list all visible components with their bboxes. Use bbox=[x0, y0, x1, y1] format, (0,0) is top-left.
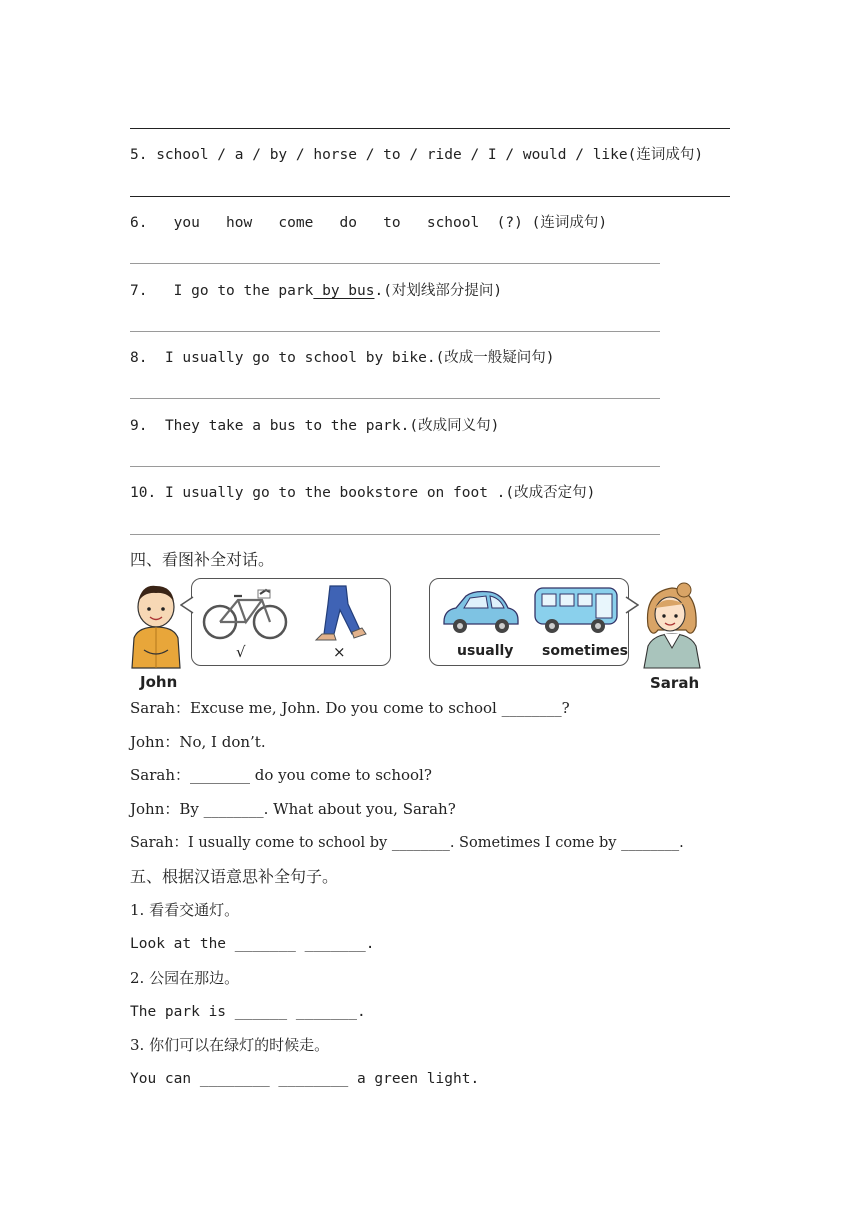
english-sentence: Look at the _______ _______. bbox=[130, 936, 375, 952]
bus-label: sometimes bbox=[542, 643, 628, 659]
sarah-figure bbox=[640, 582, 704, 670]
english-sentence: You can ________ ________ a green light. bbox=[130, 1071, 480, 1087]
dialogue-line: John：By ________. What about you, Sarah? bbox=[130, 800, 456, 818]
john-label: John bbox=[140, 673, 178, 691]
dialogue-line: Sarah：Excuse me, John. Do you come to school ________? bbox=[130, 699, 570, 717]
chinese-prompt: 3. 你们可以在绿灯的时候走。 bbox=[130, 1036, 330, 1054]
section-4-title: 四、看图补全对话。 bbox=[130, 550, 275, 569]
answer-line bbox=[130, 196, 730, 197]
english-sentence: The park is ______ _______. bbox=[130, 1004, 366, 1020]
question-10: 10. I usually go to the bookstore on foot .(改成否定句) bbox=[130, 485, 596, 501]
answer-line bbox=[130, 398, 660, 399]
bubble-tail bbox=[625, 596, 639, 614]
bubble-tail bbox=[180, 596, 194, 614]
check-mark: √ bbox=[236, 643, 246, 661]
car-icon bbox=[440, 588, 520, 636]
answer-line bbox=[130, 263, 660, 264]
car-label: usually bbox=[457, 643, 514, 659]
underlined-phrase: by bus bbox=[313, 283, 375, 299]
bicycle-icon bbox=[200, 584, 290, 642]
walking-legs-icon bbox=[308, 584, 370, 642]
cross-mark: × bbox=[333, 643, 346, 661]
bus-icon bbox=[532, 584, 622, 636]
question-8: 8. I usually go to school by bike.(改成一般疑问句) bbox=[130, 350, 555, 366]
dialogue-line: Sarah：________ do you come to school? bbox=[130, 766, 432, 784]
answer-line bbox=[130, 466, 660, 467]
answer-line bbox=[130, 128, 730, 129]
dialogue-line: Sarah：I usually come to school by ________. Sometimes I come by ________. bbox=[130, 835, 684, 851]
john-figure bbox=[128, 582, 184, 670]
answer-line bbox=[130, 534, 660, 535]
question-9: 9. They take a bus to the park.(改成同义句) bbox=[130, 418, 500, 434]
section-5-title: 五、根据汉语意思补全句子。 bbox=[130, 867, 339, 886]
question-6: 6. you how come do to school (?) (连词成句) bbox=[130, 215, 608, 231]
question-7: 7. I go to the park by bus.(对划线部分提问) bbox=[130, 283, 503, 299]
chinese-prompt: 1. 看看交通灯。 bbox=[130, 901, 240, 919]
dialogue-line: John：No, I don’t. bbox=[130, 733, 266, 751]
chinese-prompt: 2. 公园在那边。 bbox=[130, 969, 240, 987]
sarah-label: Sarah bbox=[650, 674, 700, 692]
question-5: 5. school / a / by / horse / to / ride / I / would / like(连词成句) bbox=[130, 147, 704, 163]
answer-line bbox=[130, 331, 660, 332]
